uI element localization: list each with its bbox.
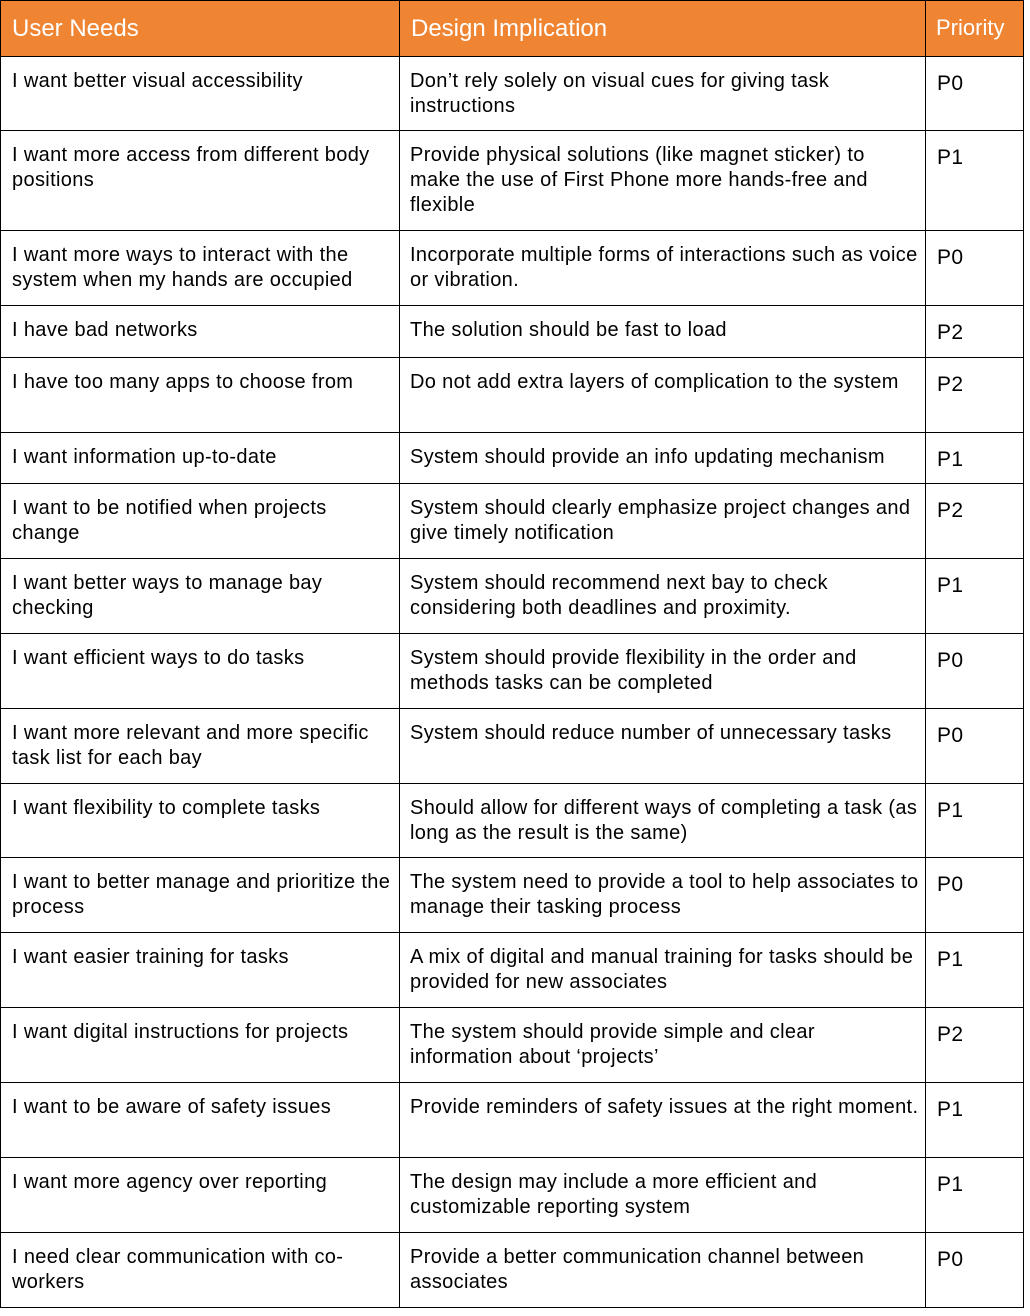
design-implication-cell: Incorporate multiple forms of interactions such as voice or vibration. (400, 231, 926, 306)
header-design-implication: Design Implication (400, 1, 926, 57)
user-need-cell: I want flexibility to complete tasks (1, 784, 400, 858)
priority-cell: P0 (926, 634, 1024, 709)
table-row (1, 1233, 1024, 1308)
design-implication-cell: Don’t rely solely on visual cues for giving task instructions (400, 57, 926, 131)
priority-cell: P0 (926, 57, 1024, 131)
priority-cell: P1 (926, 433, 1024, 484)
design-implication-cell: Provide a better communication channel between associates (400, 1233, 926, 1308)
user-need-cell: I want easier training for tasks (1, 933, 400, 1008)
table-row (1, 634, 1024, 709)
design-implication-cell: The system should provide simple and clear information about ‘projects’ (400, 1008, 926, 1083)
design-implication-cell: Provide physical solutions (like magnet sticker) to make the use of First Phone more hands-free and flexible (400, 131, 926, 231)
design-implication-cell: The system need to provide a tool to help associates to manage their tasking process (400, 858, 926, 933)
priority-cell: P2 (926, 358, 1024, 433)
priority-cell: P0 (926, 858, 1024, 933)
table-row (1, 784, 1024, 858)
priority-cell: P2 (926, 484, 1024, 559)
design-implication-cell: System should provide an info updating mechanism (400, 433, 926, 484)
table-row (1, 306, 1024, 358)
table-row (1, 57, 1024, 131)
priority-cell: P0 (926, 709, 1024, 784)
user-need-cell: I want to better manage and prioritize the process (1, 858, 400, 933)
table-row (1, 131, 1024, 231)
table-row (1, 231, 1024, 306)
table-row (1, 358, 1024, 433)
design-implication-cell: System should provide flexibility in the order and methods tasks can be completed (400, 634, 926, 709)
design-implication-cell: The solution should be fast to load (400, 306, 926, 358)
user-need-cell: I have too many apps to choose from (1, 358, 400, 433)
table-row (1, 1083, 1024, 1158)
user-need-cell: I want more ways to interact with the system when my hands are occupied (1, 231, 400, 306)
design-implication-cell: Provide reminders of safety issues at the right moment. (400, 1083, 926, 1158)
design-implication-cell: The design may include a more efficient and customizable reporting system (400, 1158, 926, 1233)
user-need-cell: I want more access from different body positions (1, 131, 400, 231)
priority-cell: P1 (926, 1083, 1024, 1158)
design-implication-cell: Should allow for different ways of completing a task (as long as the result is the same) (400, 784, 926, 858)
table-row (1, 1008, 1024, 1083)
table-row (1, 709, 1024, 784)
priority-cell: P1 (926, 559, 1024, 634)
design-implication-cell: Do not add extra layers of complication to the system (400, 358, 926, 433)
priority-cell: P2 (926, 306, 1024, 358)
user-need-cell: I want to be notified when projects change (1, 484, 400, 559)
table-header-row (1, 1, 1024, 57)
user-need-cell: I have bad networks (1, 306, 400, 358)
user-need-cell: I want efficient ways to do tasks (1, 634, 400, 709)
priority-cell: P0 (926, 231, 1024, 306)
design-implication-cell: System should clearly emphasize project changes and give timely notification (400, 484, 926, 559)
design-implication-cell: A mix of digital and manual training for tasks should be provided for new associates (400, 933, 926, 1008)
user-need-cell: I want information up-to-date (1, 433, 400, 484)
user-need-cell: I want better visual accessibility (1, 57, 400, 131)
user-need-cell: I want digital instructions for projects (1, 1008, 400, 1083)
table-row (1, 1158, 1024, 1233)
user-need-cell: I want to be aware of safety issues (1, 1083, 400, 1158)
user-need-cell: I want more agency over reporting (1, 1158, 400, 1233)
table-row (1, 933, 1024, 1008)
priority-cell: P1 (926, 1158, 1024, 1233)
header-user-needs: User Needs (1, 1, 400, 57)
table-row (1, 433, 1024, 484)
priority-cell: P1 (926, 131, 1024, 231)
table-row (1, 559, 1024, 634)
priority-cell: P1 (926, 933, 1024, 1008)
table-row (1, 484, 1024, 559)
user-need-cell: I want better ways to manage bay checking (1, 559, 400, 634)
header-priority: Priority (926, 1, 1024, 57)
priority-cell: P1 (926, 784, 1024, 858)
user-need-cell: I want more relevant and more specific task list for each bay (1, 709, 400, 784)
user-need-cell: I need clear communication with co-workers (1, 1233, 400, 1308)
design-implication-cell: System should reduce number of unnecessary tasks (400, 709, 926, 784)
priority-cell: P0 (926, 1233, 1024, 1308)
table-row (1, 858, 1024, 933)
priority-cell: P2 (926, 1008, 1024, 1083)
design-implication-cell: System should recommend next bay to check considering both deadlines and proximity. (400, 559, 926, 634)
